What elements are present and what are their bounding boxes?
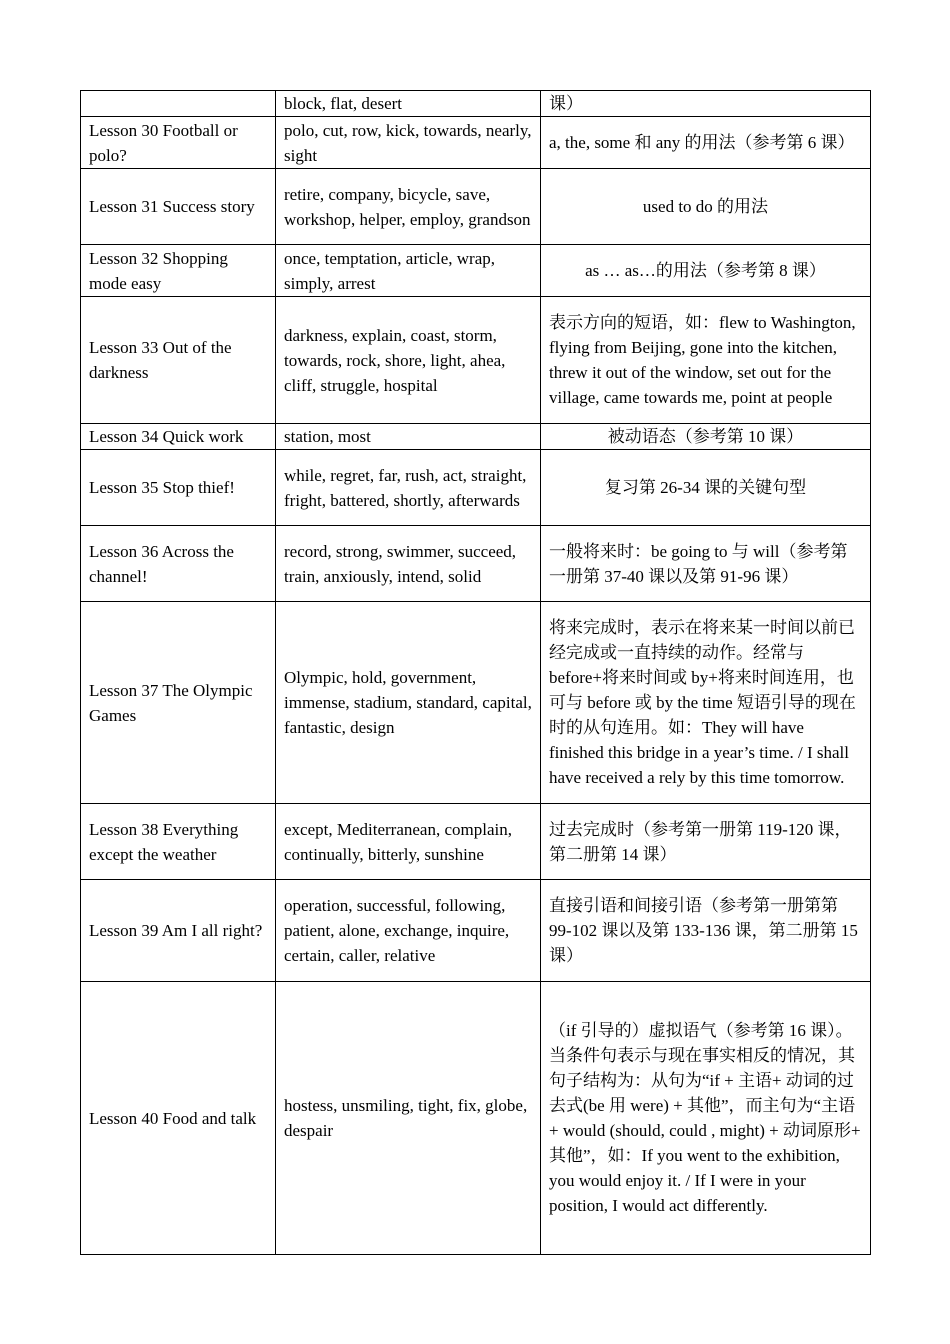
grammar-cell: 被动语态（参考第 10 课） xyxy=(541,424,871,450)
table-row xyxy=(81,982,871,1255)
vocabulary-cell: darkness, explain, coast, storm, towards, rock, shore, light, ahea, cliff, struggle, hospital xyxy=(276,297,541,424)
grammar-cell: 直接引语和间接引语（参考第一册第第 99-102 课以及第 133-136 课，第二册第 15 课） xyxy=(541,880,871,982)
vocabulary-cell: polo, cut, row, kick, towards, nearly, sight xyxy=(276,117,541,169)
lesson-title-cell: Lesson 35 Stop thief! xyxy=(81,450,276,526)
lesson-title-cell xyxy=(81,91,276,117)
table-row xyxy=(81,804,871,880)
lesson-title-cell: Lesson 37 The Olympic Games xyxy=(81,602,276,804)
table-row xyxy=(81,117,871,169)
table-row xyxy=(81,450,871,526)
vocabulary-cell: except, Mediterranean, complain, continually, bitterly, sunshine xyxy=(276,804,541,880)
grammar-cell: （if 引导的）虚拟语气（参考第 16 课）。当条件句表示与现在事实相反的情况，其句子结构为：从句为“if + 主语+ 动词的过去式(be 用 were) + 其他”，而主句为“主语+ would (should, could , might) + 动词原形+ 其他”，如：If you went to the exhibition, you would enjoy it. / If I were in your position, I would act differently. xyxy=(541,982,871,1255)
vocabulary-cell: block, flat, desert xyxy=(276,91,541,117)
grammar-cell: 复习第 26-34 课的关键句型 xyxy=(541,450,871,526)
lesson-title-cell: Lesson 33 Out of the darkness xyxy=(81,297,276,424)
vocabulary-cell: station, most xyxy=(276,424,541,450)
table-row xyxy=(81,245,871,297)
grammar-cell: 过去完成时（参考第一册第 119-120 课，第二册第 14 课） xyxy=(541,804,871,880)
lesson-title-cell: Lesson 36 Across the channel! xyxy=(81,526,276,602)
grammar-cell: 课） xyxy=(541,91,871,117)
table-row xyxy=(81,169,871,245)
grammar-cell: a, the, some 和 any 的用法（参考第 6 课） xyxy=(541,117,871,169)
table-row xyxy=(81,880,871,982)
lesson-title-cell: Lesson 31 Success story xyxy=(81,169,276,245)
lesson-table-body xyxy=(81,91,871,1255)
vocabulary-cell: once, temptation, article, wrap, simply, arrest xyxy=(276,245,541,297)
lesson-title-cell: Lesson 32 Shopping mode easy xyxy=(81,245,276,297)
vocabulary-cell: operation, successful, following, patient, alone, exchange, inquire, certain, caller, relative xyxy=(276,880,541,982)
lesson-table xyxy=(80,90,871,1255)
grammar-cell: used to do 的用法 xyxy=(541,169,871,245)
table-row xyxy=(81,424,871,450)
table-row xyxy=(81,297,871,424)
vocabulary-cell: hostess, unsmiling, tight, fix, globe, despair xyxy=(276,982,541,1255)
vocabulary-cell: retire, company, bicycle, save, workshop, helper, employ, grandson xyxy=(276,169,541,245)
lesson-title-cell: Lesson 40 Food and talk xyxy=(81,982,276,1255)
table-row xyxy=(81,526,871,602)
lesson-title-cell: Lesson 30 Football or polo? xyxy=(81,117,276,169)
vocabulary-cell: while, regret, far, rush, act, straight, fright, battered, shortly, afterwards xyxy=(276,450,541,526)
grammar-cell: 一般将来时：be going to 与 will（参考第一册第 37-40 课以及第 91-96 课） xyxy=(541,526,871,602)
lesson-title-cell: Lesson 38 Everything except the weather xyxy=(81,804,276,880)
vocabulary-cell: Olympic, hold, government, immense, stadium, standard, capital, fantastic, design xyxy=(276,602,541,804)
lesson-title-cell: Lesson 39 Am I all right? xyxy=(81,880,276,982)
grammar-cell: 将来完成时，表示在将来某一时间以前已经完成或一直持续的动作。经常与 before+将来时间或 by+将来时间连用，也可与 before 或 by the time 短语引导的现在时的从句连用。如：They will have finished this bridge in a year’s time. / I shall have received a rely by this time tomorrow. xyxy=(541,602,871,804)
grammar-cell: as … as…的用法（参考第 8 课） xyxy=(541,245,871,297)
table-row xyxy=(81,91,871,117)
lesson-title-cell: Lesson 34 Quick work xyxy=(81,424,276,450)
vocabulary-cell: record, strong, swimmer, succeed, train, anxiously, intend, solid xyxy=(276,526,541,602)
table-row xyxy=(81,602,871,804)
grammar-cell: 表示方向的短语，如：flew to Washington, flying from Beijing, gone into the kitchen, threw it out of the window, set out for the village, came towards me, point at people xyxy=(541,297,871,424)
